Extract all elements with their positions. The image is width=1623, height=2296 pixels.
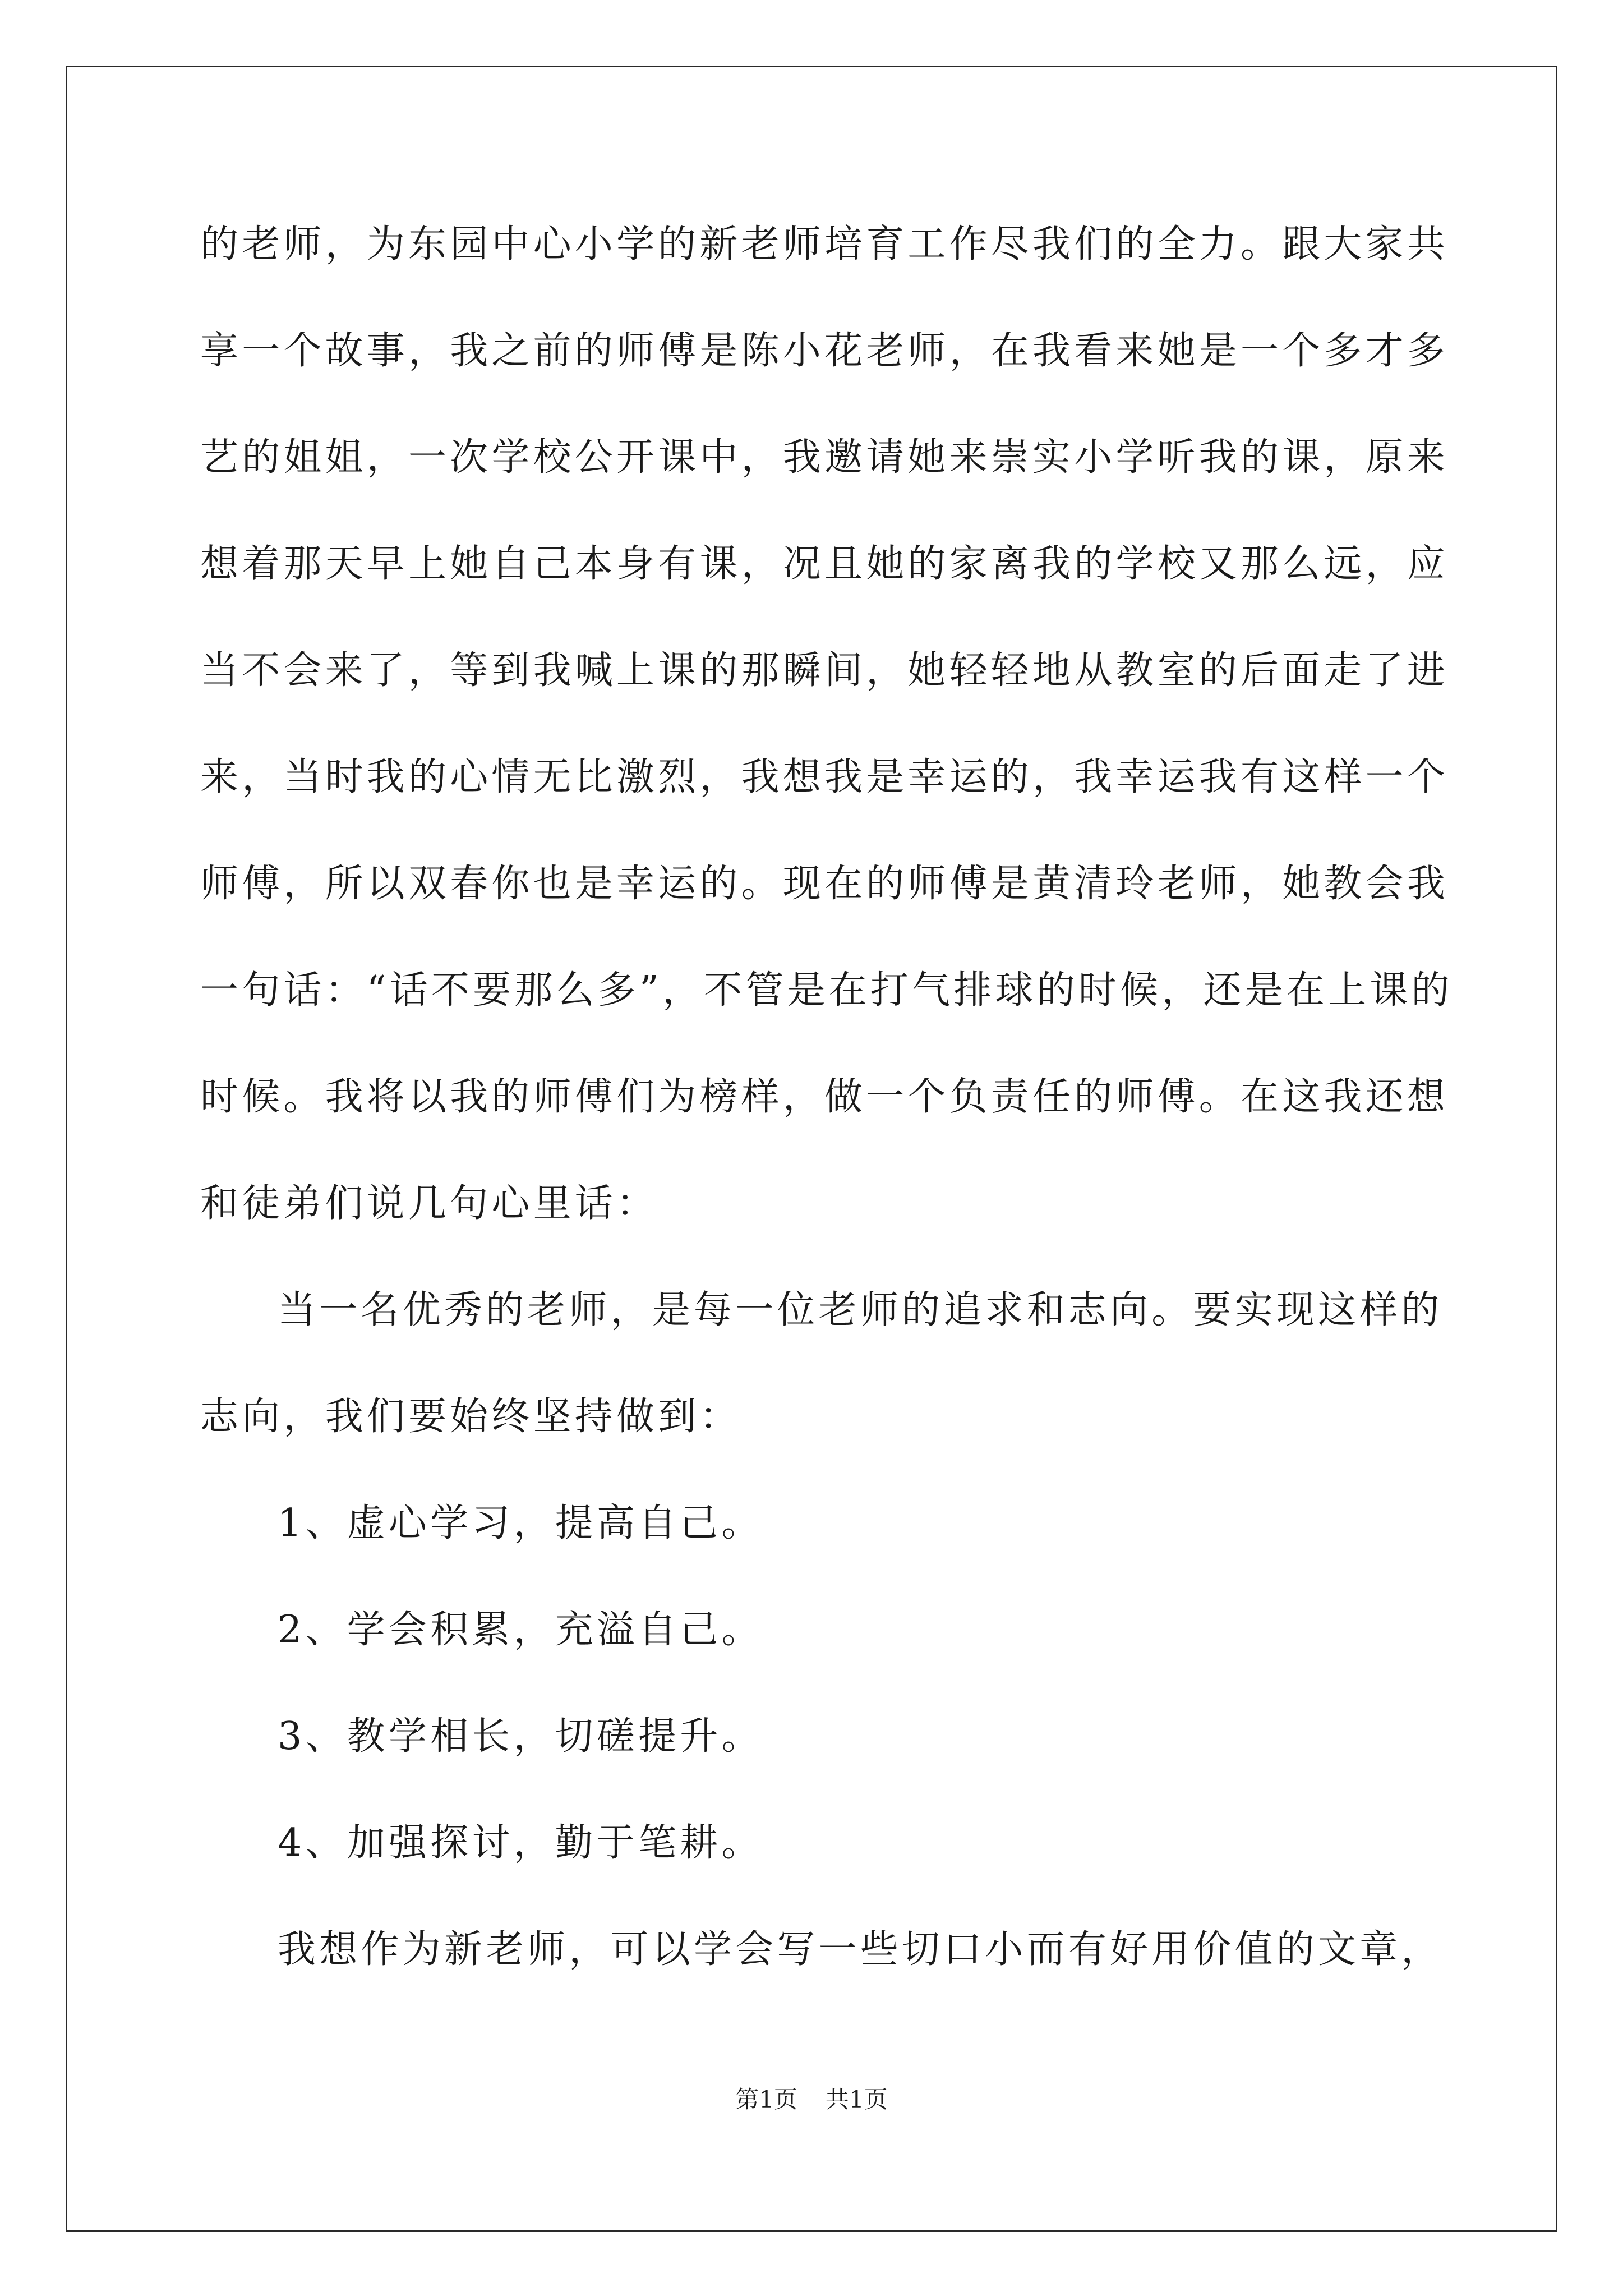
list-item: 4、加强探讨，勤于笔耕。 [278,1821,763,1865]
page-total: 共1页 [826,2086,888,2113]
text-line: 一句话：“话不要那么多”，不管是在打气排球的时候，还是在上课的 [200,968,1453,1013]
list-item: 1、虚心学习，提高自己。 [278,1501,763,1545]
list-item: 3、教学相长，切磋提升。 [278,1714,763,1759]
text-line: 来，当时我的心情无比激烈，我想我是幸运的，我幸运我有这样一个 [200,755,1449,799]
page-frame [66,66,1557,2232]
text-line: 的老师，为东园中心小学的新老师培育工作尽我们的全力。跟大家共 [200,222,1449,266]
text-line: 和徒弟们说几句心里话： [200,1181,658,1226]
text-line: 当不会来了，等到我喊上课的那瞬间，她轻轻地从教室的后面走了进 [200,648,1449,693]
page-footer [0,2086,1623,2114]
text-line: 想着那天早上她自己本身有课，况且她的家离我的学校又那么远，应 [200,542,1449,586]
paragraph-first-line: 我想作为新老师，可以学会写一些切口小而有好用价值的文章， [278,1927,1443,1972]
text-line: 艺的姐姐，一次学校公开课中，我邀请她来崇实小学听我的课，原来 [200,435,1449,480]
text-line: 志向，我们要始终坚持做到： [200,1395,741,1439]
text-line: 时候。我将以我的师傅们为榜样，做一个负责任的师傅。在这我还想 [200,1075,1449,1119]
text-line: 师傅，所以双春你也是幸运的。现在的师傅是黄清玲老师，她教会我 [200,862,1449,906]
paragraph-first-line: 当一名优秀的老师，是每一位老师的追求和志向。要实现这样的 [278,1288,1443,1332]
list-item: 2、学会积累，充溢自己。 [278,1608,763,1652]
page-number: 第1页 [735,2086,797,2113]
text-line: 享一个故事，我之前的师傅是陈小花老师，在我看来她是一个多才多 [200,329,1449,373]
